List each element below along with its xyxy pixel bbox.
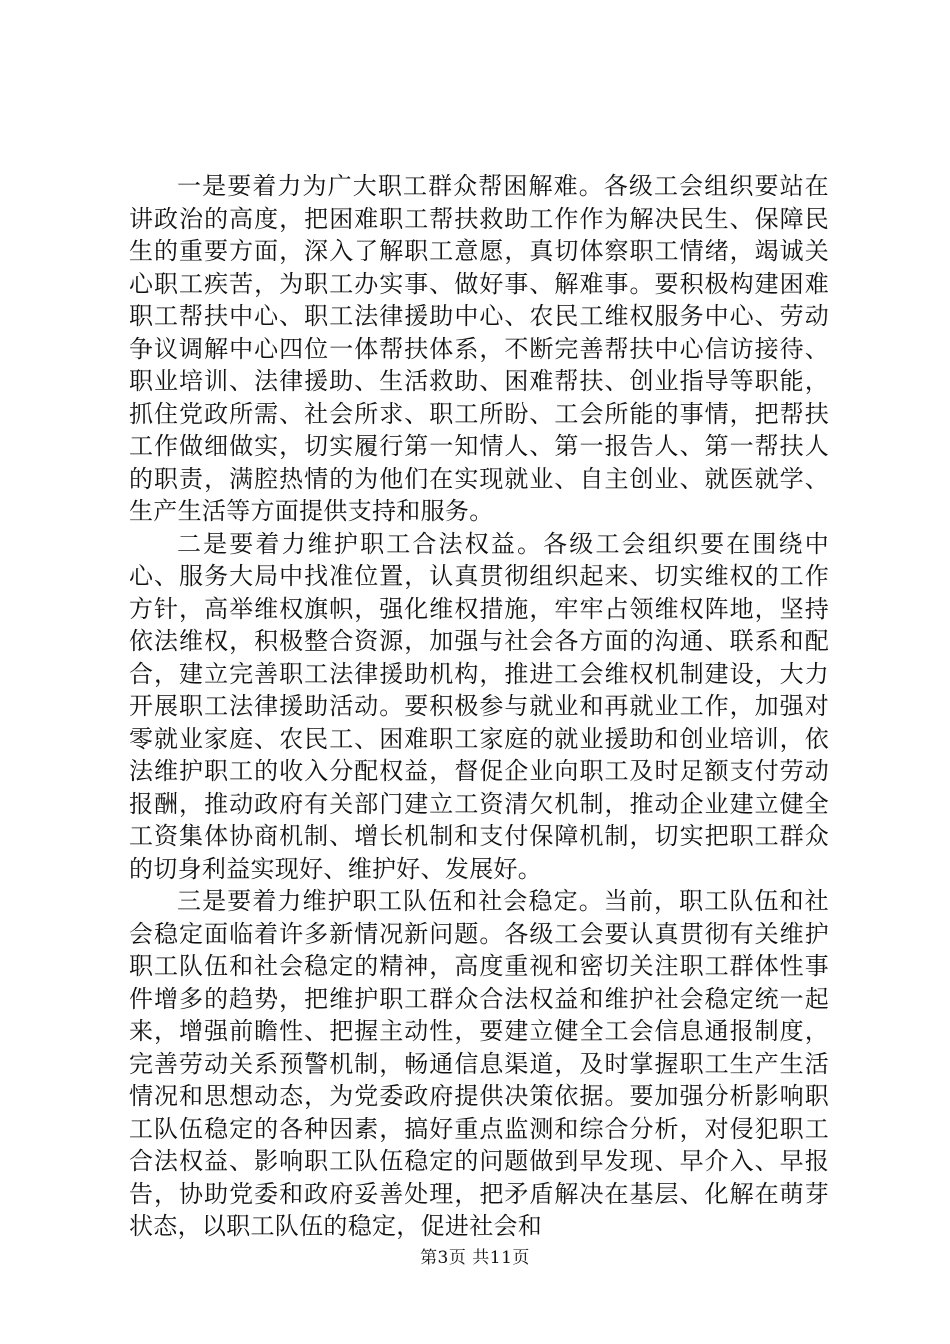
document-body	[129, 170, 829, 1243]
paragraph-1: 一是要着力为广大职工群众帮困解难。各级工会组织要站在讲政治的高度，把困难职工帮扶救助工作作为解决民生、保障民生的重要方面，深入了解职工意愿，真切体察职工情绪，竭诚关心职工疾苦，为职工办实事、做好事、解难事。要积极构建困难职工帮扶中心、职工法律援助中心、农民工维权服务中心、劳动争议调解中心四位一体帮扶体系，不断完善帮扶中心信访接待、职业培训、法律援助、生活救助、困难帮扶、创业指导等职能，抓住党政所需、社会所求、职工所盼、工会所能的事情，把帮扶工作做细做实，切实履行第一知情人、第一报告人、第一帮扶人的职责，满腔热情的为他们在实现就业、自主创业、就医就学、生产生活等方面提供支持和服务。	[129, 172, 829, 525]
paragraph-2: 二是要着力维护职工合法权益。各级工会组织要在围绕中心、服务大局中找准位置，认真贯彻组织起来、切实维权的工作方针，高举维权旗帜，强化维权措施，牢牢占领维权阵地，坚持依法维权，积极整合资源，加强与社会各方面的沟通、联系和配合，建立完善职工法律援助机构，推进工会维权机制建设，大力开展职工法律援助活动。要积极参与就业和再就业工作，加强对零就业家庭、农民工、困难职工家庭的就业援助和创业培训，依法维护职工的收入分配权益，督促企业向职工及时足额支付劳动报酬，推动政府有关部门建立工资清欠机制，推动企业建立健全工资集体协商机制、增长机制和支付保障机制，切实把职工群众的切身利益实现好、维护好、发展好。	[129, 529, 829, 883]
page-footer: 第3页 共11页	[420, 1248, 530, 1268]
paragraph-3: 三是要着力维护职工队伍和社会稳定。当前，职工队伍和社会稳定面临着许多新情况新问题。各级工会要认真贯彻有关维护职工队伍和社会稳定的精神，高度重视和密切关注职工群体性事件增多的趋势，把维护职工群众合法权益和维护社会稳定统一起来，增强前瞻性、把握主动性，要建立健全工会信息通报制度，完善劳动关系预警机制，畅通信息渠道，及时掌握职工生产生活情况和思想动态，为党委政府提供决策依据。要加强分析影响职工队伍稳定的各种因素，搞好重点监测和综合分析，对侵犯职工合法权益、影响职工队伍稳定的问题做到早发现、早介入、早报告，协助党委和政府妥善处理，把矛盾解决在基层、化解在萌芽状态，以职工队伍的稳定，促进社会和	[129, 887, 829, 1240]
